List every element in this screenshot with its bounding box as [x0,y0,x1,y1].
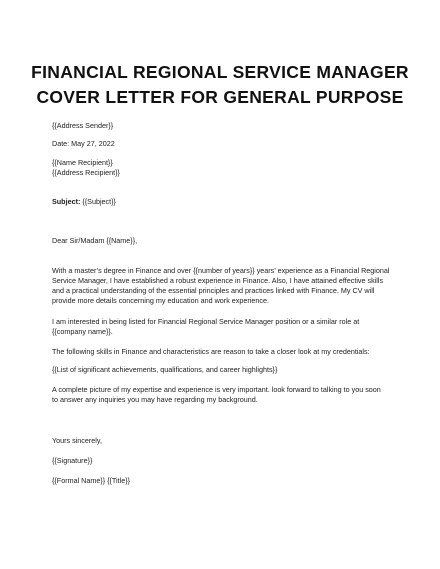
paragraph-5-line-1: A complete picture of my expertise and experience is very important. look forward to talking to you soon [52,385,381,394]
letter-date: Date: May 27, 2022 [52,139,115,148]
paragraph-4: {{List of significant achievements, qualifications, and career highlights}} [52,365,278,374]
signature-placeholder: {{Signature}} [52,456,93,465]
name-recipient: {{Name Recipient}} [52,158,113,167]
document-title-line-1: FINANCIAL REGIONAL SERVICE MANAGER [31,62,409,82]
document-title-line-2: COVER LETTER FOR GENERAL PURPOSE [36,87,404,107]
formal-name-title: {{Formal Name}} {{Title}} [52,476,131,485]
paragraph-5-line-2: to answer any inquiries you may have regarding my background. [52,395,258,404]
paragraph-2-line-2: {{company name}}. [52,327,113,336]
paragraph-1-line-1: With a master’s degree in Finance and over {{number of years}} years’ experience as a Financial Regional [52,266,390,275]
subject-value: {{Subject}} [80,197,116,206]
salutation: Dear Sir/Madam {{Name}}, [52,236,138,245]
address-sender: {{Address Sender}} [52,121,114,130]
address-recipient: {{Address Recipient}} [52,168,120,177]
paragraph-3: The following skills in Finance and characteristics are reason to take a closer look at my credentials: [52,347,370,356]
paragraph-2-line-1: I am interested in being listed for Financial Regional Service Manager position or a similar role at [52,317,360,326]
subject-label: Subject: [52,197,81,206]
paragraph-1-line-2: Service Manager, I have established a robust experience in Finance. Also, I have attained effective skills [52,276,384,285]
closing: Yours sincerely, [52,436,102,445]
subject-line [52,197,116,207]
paragraph-1-line-3: and a practical understanding of the essential principles and practices linked with Finance. My CV will [52,286,375,295]
paragraph-1-line-4: provide more details concerning my education and work experience. [52,296,269,305]
